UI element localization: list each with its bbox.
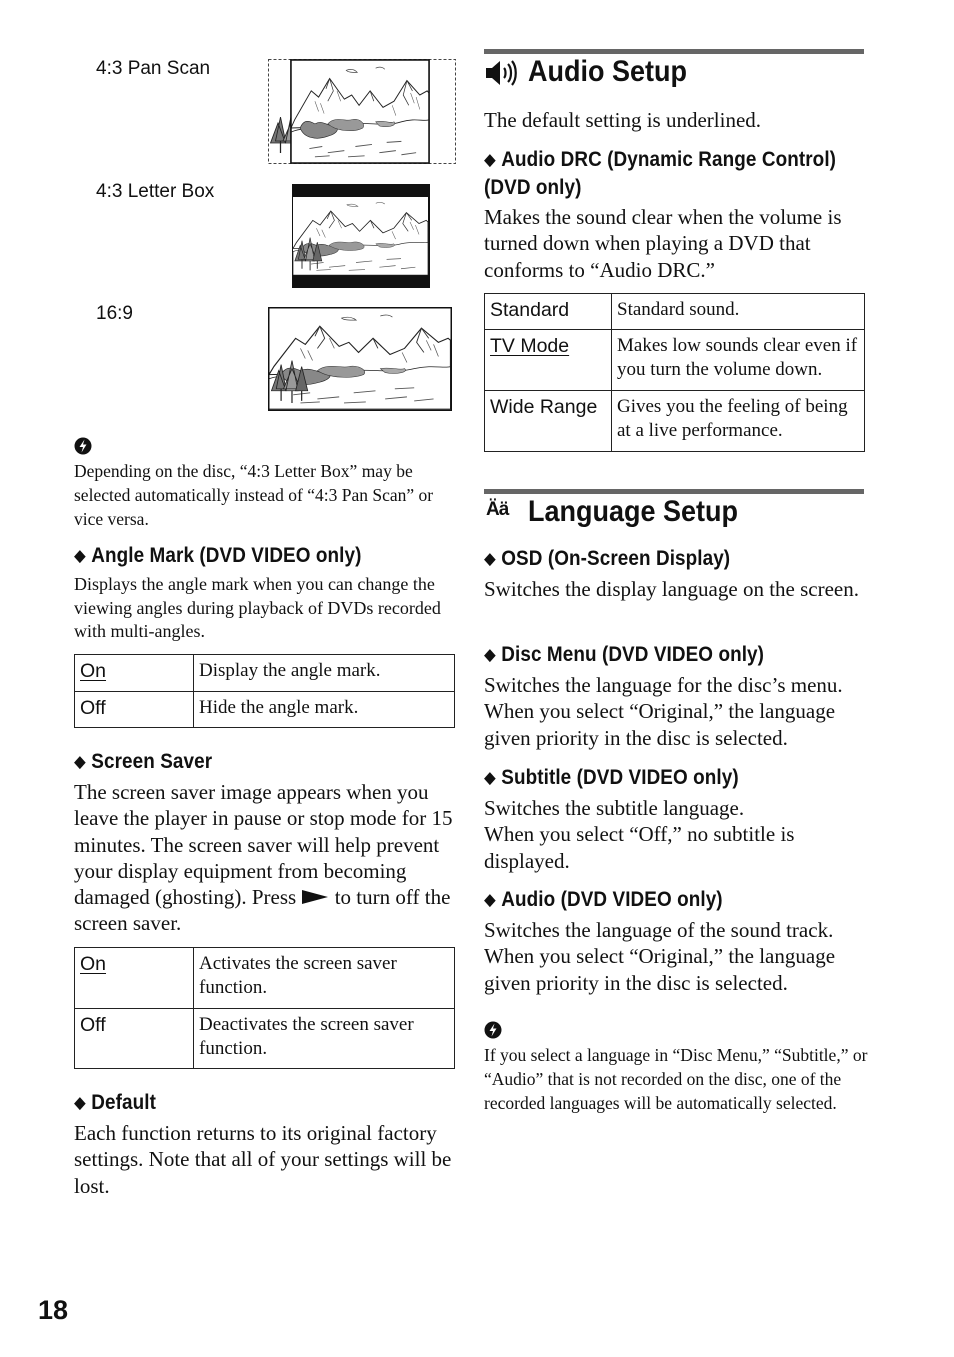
diamond-bullet-icon: ◆: [484, 645, 496, 664]
option-value: Deactivates the screen saver function.: [194, 1009, 455, 1069]
tip-icon: [484, 1021, 502, 1039]
diamond-bullet-icon: ◆: [484, 768, 496, 787]
diamond-bullet-icon: ◆: [484, 890, 496, 909]
play-icon: [301, 889, 329, 905]
option-value: Makes low sounds clear even if you turn the volume down.: [612, 330, 865, 391]
option-value: Activates the screen saver function.: [194, 948, 455, 1009]
audio-language-description: Switches the language of the sound track. When you select “Original,” the language given priority in the disc is selected.: [484, 918, 836, 995]
page-number: 18: [38, 1295, 69, 1325]
table-row: [75, 692, 455, 728]
option-key: On: [75, 655, 194, 692]
option-key: Off: [75, 1009, 194, 1069]
option-key: On: [75, 948, 194, 1009]
table-row: [75, 655, 455, 692]
option-value: Display the angle mark.: [194, 655, 455, 692]
tip-text: If you select a language in “Disc Menu,” “Subtitle,” or “Audio” that is not recorded on the disc, one of the recorded languages will be automatically selected.: [484, 1045, 868, 1113]
option-key: Wide Range: [485, 391, 612, 452]
screen-saver-heading: ◆ Screen Saver: [74, 750, 213, 773]
pan-scan-image: [268, 59, 456, 165]
letter-box-image: [292, 184, 430, 288]
tip-icon: [74, 437, 92, 455]
option-value: Gives you the feeling of being at a live performance.: [612, 391, 865, 452]
diamond-bullet-icon: ◆: [484, 549, 496, 568]
disc-menu-heading: ◆ Disc Menu (DVD VIDEO only): [484, 643, 765, 666]
audio-drc-table: [484, 293, 865, 452]
aspect-label-16-9: 16:9: [96, 303, 133, 324]
audio-drc-description: Makes the sound clear when the volume is turned down when playing a DVD that conforms to “Audio DRC.”: [484, 205, 842, 282]
diamond-bullet-icon: ◆: [74, 546, 86, 565]
default-setting-note: The default setting is underlined.: [484, 108, 762, 132]
table-row: [485, 391, 865, 452]
table-row: [485, 330, 865, 391]
speaker-icon: [485, 59, 519, 87]
default-heading: ◆ Default: [74, 1091, 156, 1114]
section-rule: [484, 489, 864, 494]
osd-description: Switches the display language on the screen.: [484, 577, 859, 601]
table-row: [75, 1009, 455, 1069]
diamond-bullet-icon: ◆: [74, 752, 86, 771]
screen-saver-table: [74, 947, 455, 1069]
tip-text: Depending on the disc, “4:3 Letter Box” may be selected automatically instead of “4:3 Pan Scan” or vice versa.: [74, 461, 434, 529]
table-row: [75, 948, 455, 1009]
audio-drc-heading: ◆ Audio DRC (Dynamic Range Control): [484, 148, 837, 171]
screen-saver-description: The screen saver image appears when you leave the player in pause or stop mode for 15 minutes. The screen saver will help prevent your display equipment from becoming damaged (ghosting). Press to turn off the screen saver.: [74, 780, 453, 936]
default-description: Each function returns to its original factory settings. Note that all of your settings will be lost.: [74, 1121, 452, 1198]
option-key: [485, 330, 612, 391]
angle-mark-heading: ◆ Angle Mark (DVD VIDEO only): [74, 544, 362, 567]
option-value: Standard sound.: [612, 294, 865, 330]
diamond-bullet-icon: ◆: [74, 1093, 86, 1112]
osd-heading: ◆ OSD (On-Screen Display): [484, 547, 731, 570]
audio-language-heading: ◆ Audio (DVD VIDEO only): [484, 888, 723, 911]
subtitle-description: Switches the subtitle language. When you select “Off,” no subtitle is displayed.: [484, 796, 795, 873]
section-rule: [484, 49, 864, 54]
diamond-bullet-icon: ◆: [484, 150, 496, 169]
subtitle-heading: ◆ Subtitle (DVD VIDEO only): [484, 766, 739, 789]
language-icon: Ää: [486, 499, 509, 520]
option-key: Off: [75, 692, 194, 728]
angle-mark-table: [74, 654, 455, 728]
disc-menu-description: Switches the language for the disc’s menu. When you select “Original,” the language given priority in the disc is selected.: [484, 673, 843, 750]
option-value: Hide the angle mark.: [194, 692, 455, 728]
wide-image: [268, 307, 452, 411]
language-setup-title: Language Setup: [528, 495, 739, 528]
audio-drc-heading-line2: (DVD only): [484, 176, 582, 199]
angle-mark-description: Displays the angle mark when you can change the viewing angles during playback of DVDs recorded with multi-angles.: [74, 574, 441, 641]
aspect-label-pan-scan: 4:3 Pan Scan: [96, 58, 211, 79]
table-row: [485, 294, 865, 330]
audio-setup-title: Audio Setup: [528, 55, 687, 88]
aspect-label-letter-box: 4:3 Letter Box: [96, 181, 215, 202]
option-key: Standard: [485, 294, 612, 330]
default-option-key: TV Mode: [490, 335, 570, 357]
